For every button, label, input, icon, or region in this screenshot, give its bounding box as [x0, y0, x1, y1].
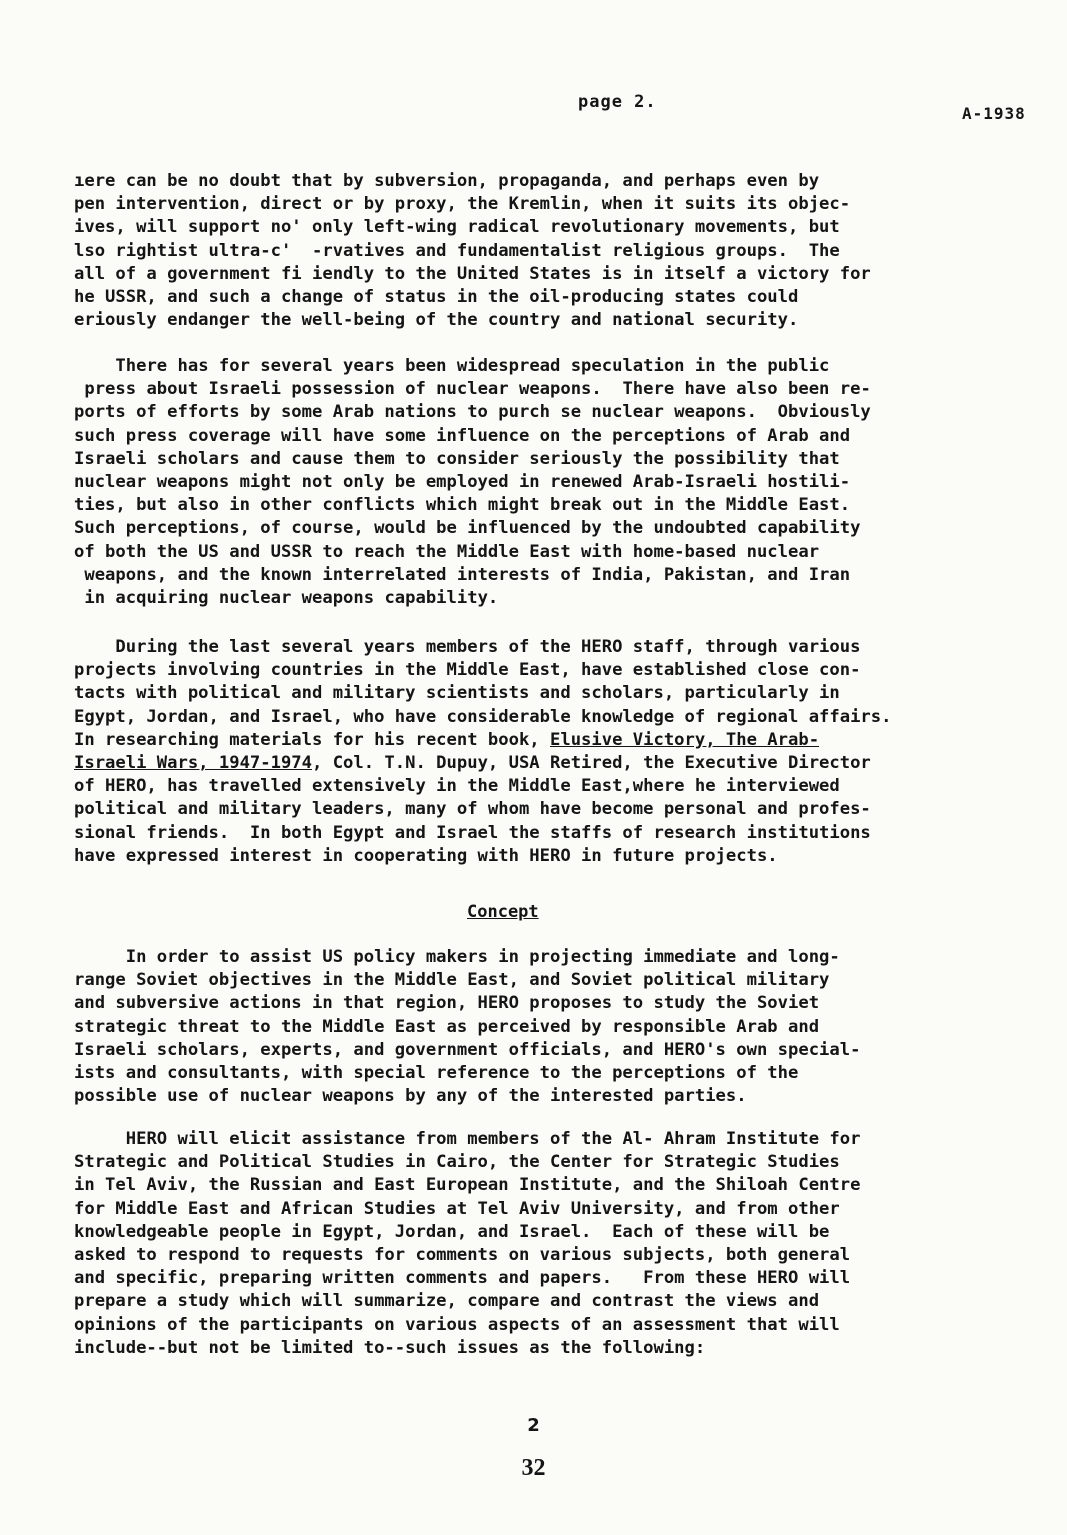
section-heading-concept: Concept [467, 902, 539, 922]
paragraph-hero-contacts-start: During the last several years members of the HERO staff, through various projects involving countries in the Middle East, have established close con- tacts with political and military scientists and scholars, particularly in Egypt, Jordan, and Israel, who have considerable knowledge of regional affairs. In researching materials for his recent book, [74, 637, 892, 750]
paragraph-assistance: HERO will elicit assistance from members of the Al- Ahram Institute for Strategic and Political Studies in Cairo, the Center for Strategic Studies in Tel Aviv, the Russian and East European Institute, and the Shiloah Centre for Middle East and African Studies at Tel Aviv University, and from other knowledgeable people in Egypt, Jordan, and Israel. Each of these will be asked to respond to requests for comments on various subjects, both general and specific, preparing written comments and papers. From these HERO will prepare a study which will summarize, compare and contrast the views and opinions of the participants on various aspects of an assessment that will include--but not be limited to--such issues as the following: [74, 1129, 861, 1358]
paragraph-hero-contacts-end: , Col. T.N. Dupuy, USA Retired, the Executive Director of HERO, has travelled extensively in the Middle East,where he interviewed political and military leaders, many of whom have become personal and profes- sional friends. In both Egypt and Israel the staffs of research institutions have expressed interest in cooperating with HERO in future projects. [74, 753, 871, 866]
book-title-part2: Israeli Wars, 1947-1974 [74, 753, 312, 774]
book-title-part1: Elusive Victory, The Arab- [550, 729, 820, 750]
footer-bates-number: 32 [521, 1455, 546, 1481]
paragraph-hero-contacts [74, 636, 964, 868]
footer-page-number: 2 [527, 1415, 540, 1436]
paragraph-concept: In order to assist US policy makers in projecting immediate and long- range Soviet objectives in the Middle East, and Soviet political military and subversive actions in that region, HERO proposes to study the Soviet strategic threat to the Middle East as perceived by responsible Arab and Israeli scholars, experts, and government officials, and HERO's own special- ists and consultants, with special reference to the perceptions of the possible use of nuclear weapons by any of the interested parties. [74, 947, 861, 1107]
page-label: page 2. [578, 92, 657, 112]
paragraph-soviet-subversion: ıere can be no doubt that by subversion, propaganda, and perhaps even by pen intervention, direct or by proxy, the Kremlin, when it suits its objec- ives, will support no' only left-wing radical revolutionary movements, but lso rightist ultra-c' -rvatives and fundamentalist religious groups. The all of a government fi iendly to the United States is in itself a victory for he USSR, and such a change of status in the oil-producing states could eriously endanger the well-being of the country and national security. [74, 171, 871, 331]
paragraph-nuclear-speculation: There has for several years been widespread speculation in the public press about Israeli possession of nuclear weapons. There have also been re- ports of efforts by some Arab nations to purch se nuclear weapons. Obviously such press coverage will have some influence on the perceptions of Arab and Israeli scholars and cause them to consider seriously the possibility that nuclear weapons might not only be employed in renewed Arab-Israeli hostili- ties, but also in other conflicts which might break out in the Middle East. Such perceptions, of course, would be influenced by the undoubted capability of both the US and USSR to reach the Middle East with home-based nuclear weapons, and the known interrelated interests of India, Pakistan, and Iran in acquiring nuclear weapons capability. [74, 356, 871, 609]
document-id: A-1938 [962, 104, 1026, 123]
